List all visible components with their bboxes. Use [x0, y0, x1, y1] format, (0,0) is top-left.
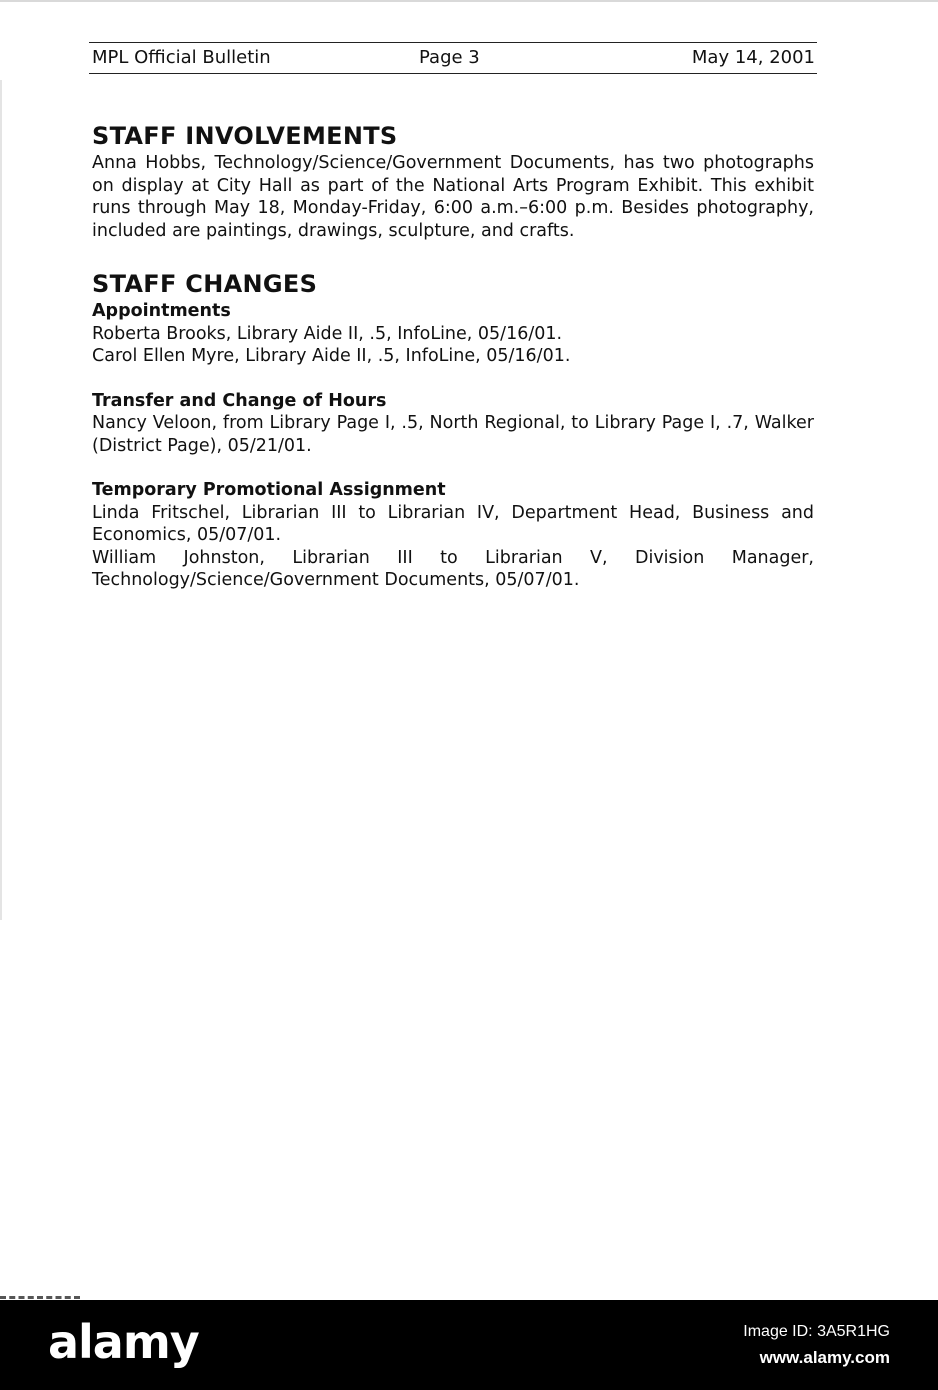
staff-involvements-section: [92, 120, 814, 242]
page-number: Page 3: [419, 47, 480, 68]
bulletin-content: [92, 120, 814, 592]
temporary-assignment-heading: Temporary Promotional Assignment: [92, 480, 446, 500]
transfer-entry: Nancy Veloon, from Library Page I, .5, North Regional, to Library Page I, .7, Walker (District Page), 05/21/01.: [92, 413, 814, 456]
alamy-logo: alamy: [48, 1315, 199, 1369]
scan-left-edge: [0, 80, 2, 920]
temporary-assignment-entry: Linda Fritschel, Librarian III to Librarian IV, Department Head, Business and Economics, 05/07/01.: [92, 502, 814, 545]
staff-changes-heading: STAFF CHANGES: [92, 270, 318, 298]
appointments-heading: Appointments: [92, 301, 231, 321]
transfer-heading: Transfer and Change of Hours: [92, 390, 387, 411]
bulletin-date: May 14, 2001: [691, 47, 815, 68]
bulletin-title: MPL Official Bulletin: [92, 47, 271, 68]
scan-edge: [0, 0, 938, 2]
appointment-entry: Carol Ellen Myre, Library Aide II, .5, InfoLine, 05/16/01.: [92, 346, 571, 366]
staff-involvements-body: Anna Hobbs, Technology/Science/Government Documents, has two photographs on display at City Hall as part of the National Arts Program Exhibit. This exhibit runs through May 18, Monday-Friday, 6:00 a.m.–6:00 p.m. Besides photography, included are paintings, drawings, sculpture, and crafts.: [92, 153, 814, 241]
watermark-banner: [0, 1300, 938, 1390]
site-url: www.alamy.com: [759, 1348, 890, 1367]
appointment-entry: Roberta Brooks, Library Aide II, .5, InfoLine, 05/16/01.: [92, 323, 563, 344]
staff-changes-section: [92, 268, 814, 592]
image-id: Image ID: 3A5R1HG: [743, 1323, 890, 1340]
running-header: [89, 42, 817, 74]
temporary-assignment-entry: William Johnston, Librarian III to Librarian V, Division Manager, Technology/Science/Government Documents, 05/07/01.: [92, 547, 814, 590]
staff-involvements-heading: STAFF INVOLVEMENTS: [92, 122, 398, 150]
